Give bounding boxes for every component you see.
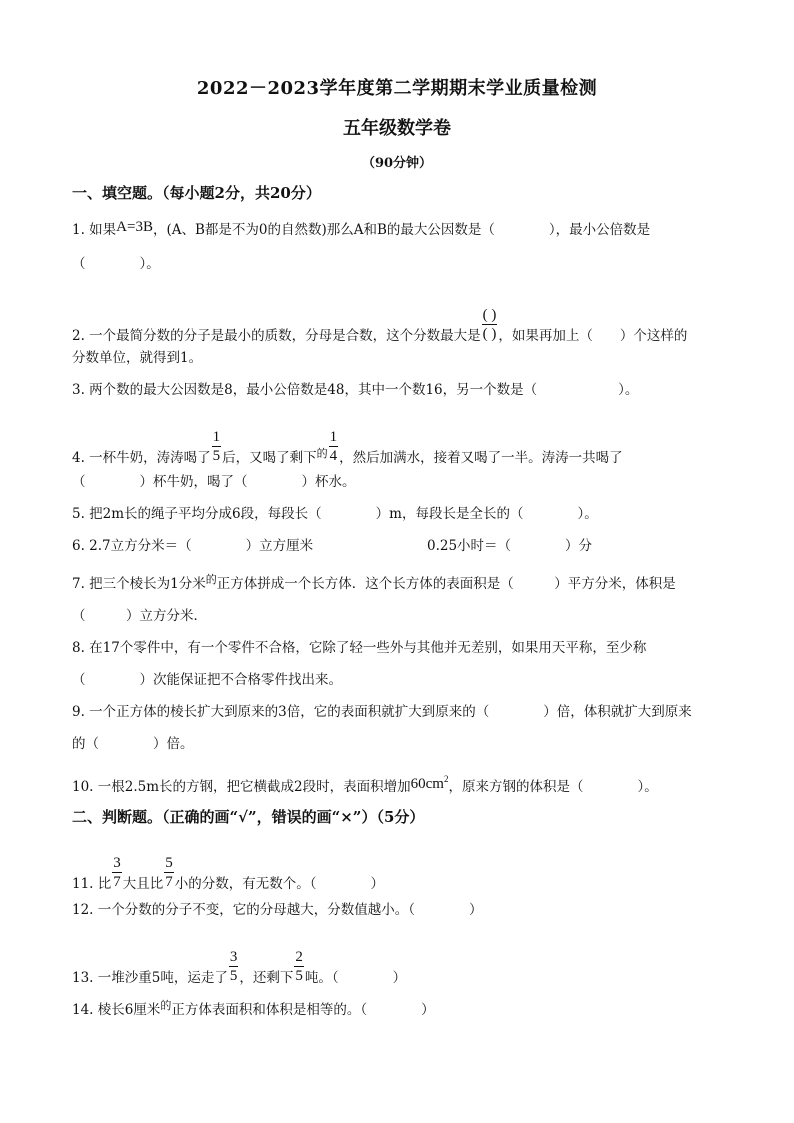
question-8-cont: （ ）次能保证把不合格零件找出来。	[72, 672, 342, 688]
fraction-three-fifths: $\frac{3}{5}$	[229, 949, 238, 984]
fraction-five-sevenths: $\frac{5}{7}$	[165, 855, 173, 890]
question-2: 2. 一个最简分数的分子是最小的质数，分母是合数，这个分数最大是 $\frac{( )}{( )}$ ，如果再加上（ ）个这样的	[72, 307, 688, 344]
exam-title: 2022－2023学年度第二学期期末学业质量检测	[196, 78, 598, 99]
formula-a-3b: A=3B	[116, 219, 153, 235]
question-3: 3. 两个数的最大公因数是8，最小公倍数是48，其中一个数16，另一个数是（ ）。	[72, 382, 639, 398]
question-9-cont: 的（ ）倍。	[72, 736, 194, 752]
question-8: 8. 在17个零件中，有一个零件不合格，它除了轻一些外与其他并无差别，如果用天平称，至少称	[72, 640, 647, 656]
question-4-cont: （ ）杯牛奶，喝了（ ）杯水。	[72, 474, 356, 490]
section-true-false-title: 二、判断题。（正确的画“√”，错误的画“×”）（5分）	[72, 808, 425, 826]
exam-duration: （90分钟）	[361, 156, 433, 171]
question-10: 10. 一根2.5m长的方钢，把它横截成2段时，表面积增加$60cm^2$，原来方钢的体积是（ ）。	[72, 774, 658, 795]
exam-subtitle: 五年级数学卷	[343, 118, 451, 139]
question-7: 7. 把三个棱长为1分米$^的$正方体拼成一个长方体．这个长方体的表面积是（ ）平方分米，体积是	[72, 573, 676, 592]
question-2-cont: 分数单位，就得到1。	[72, 350, 203, 366]
question-7-cont: （ ）立方分米．	[72, 608, 207, 624]
question-5: 5. 把2m长的绳子平均分成6段，每段长（ ）m，每段长是全长的（ ）。	[72, 506, 598, 522]
question-13: 13. 一堆沙重5吨，运走了 $\frac{3}{5}$ ，还剩下 $\frac{2}{5}$ 吨。（ ）	[72, 949, 407, 986]
fraction-one-fifth: $\frac{1}{5}$	[212, 429, 221, 464]
question-1-cont: （ ）。	[72, 256, 160, 272]
fraction-one-fourth: $\frac{1}{4}$	[329, 429, 338, 464]
blank-fraction: $\frac{( )}{( )}$	[482, 307, 497, 342]
question-14: 14. 棱长6厘米$^的$正方体表面积和体积是相等的。（ ）	[72, 999, 435, 1018]
section-fill-in-title: 一、填空题。（每小题2分，共20分）	[72, 184, 321, 202]
question-6: 6. 2.7立方分米＝（ ）立方厘米 0.25小时＝（ ）分	[72, 538, 593, 554]
question-11: 11. 比 $\frac{3}{7}$ 大且比 $\frac{5}{7}$ 小的分数，有无数个。（ ）	[72, 855, 385, 892]
formula-60cm2: $60cm^2$	[410, 774, 449, 792]
fraction-three-sevenths: $\frac{3}{7}$	[113, 855, 121, 890]
question-1: 1. 如果A=3B，(A、B都是不为0的自然数)那么A和B的最大公因数是（ ），最小公倍数是	[72, 219, 651, 238]
question-4: 4. 一杯牛奶，涛涛喝了 $\frac{1}{5}$ 后，又喝了剩下$^的$ $\frac{1}{4}$ ，然后加满水，接着又喝了一半。涛涛一共喝了	[72, 429, 623, 466]
question-12: 12. 一个分数的分子不变，它的分母越大，分数值越小。（ ）	[72, 902, 483, 918]
fraction-two-fifths: $\frac{2}{5}$	[295, 949, 303, 984]
question-9: 9. 一个正方体的棱长扩大到原来的3倍，它的表面积就扩大到原来的（ ）倍，体积就扩大到原来	[72, 704, 692, 720]
